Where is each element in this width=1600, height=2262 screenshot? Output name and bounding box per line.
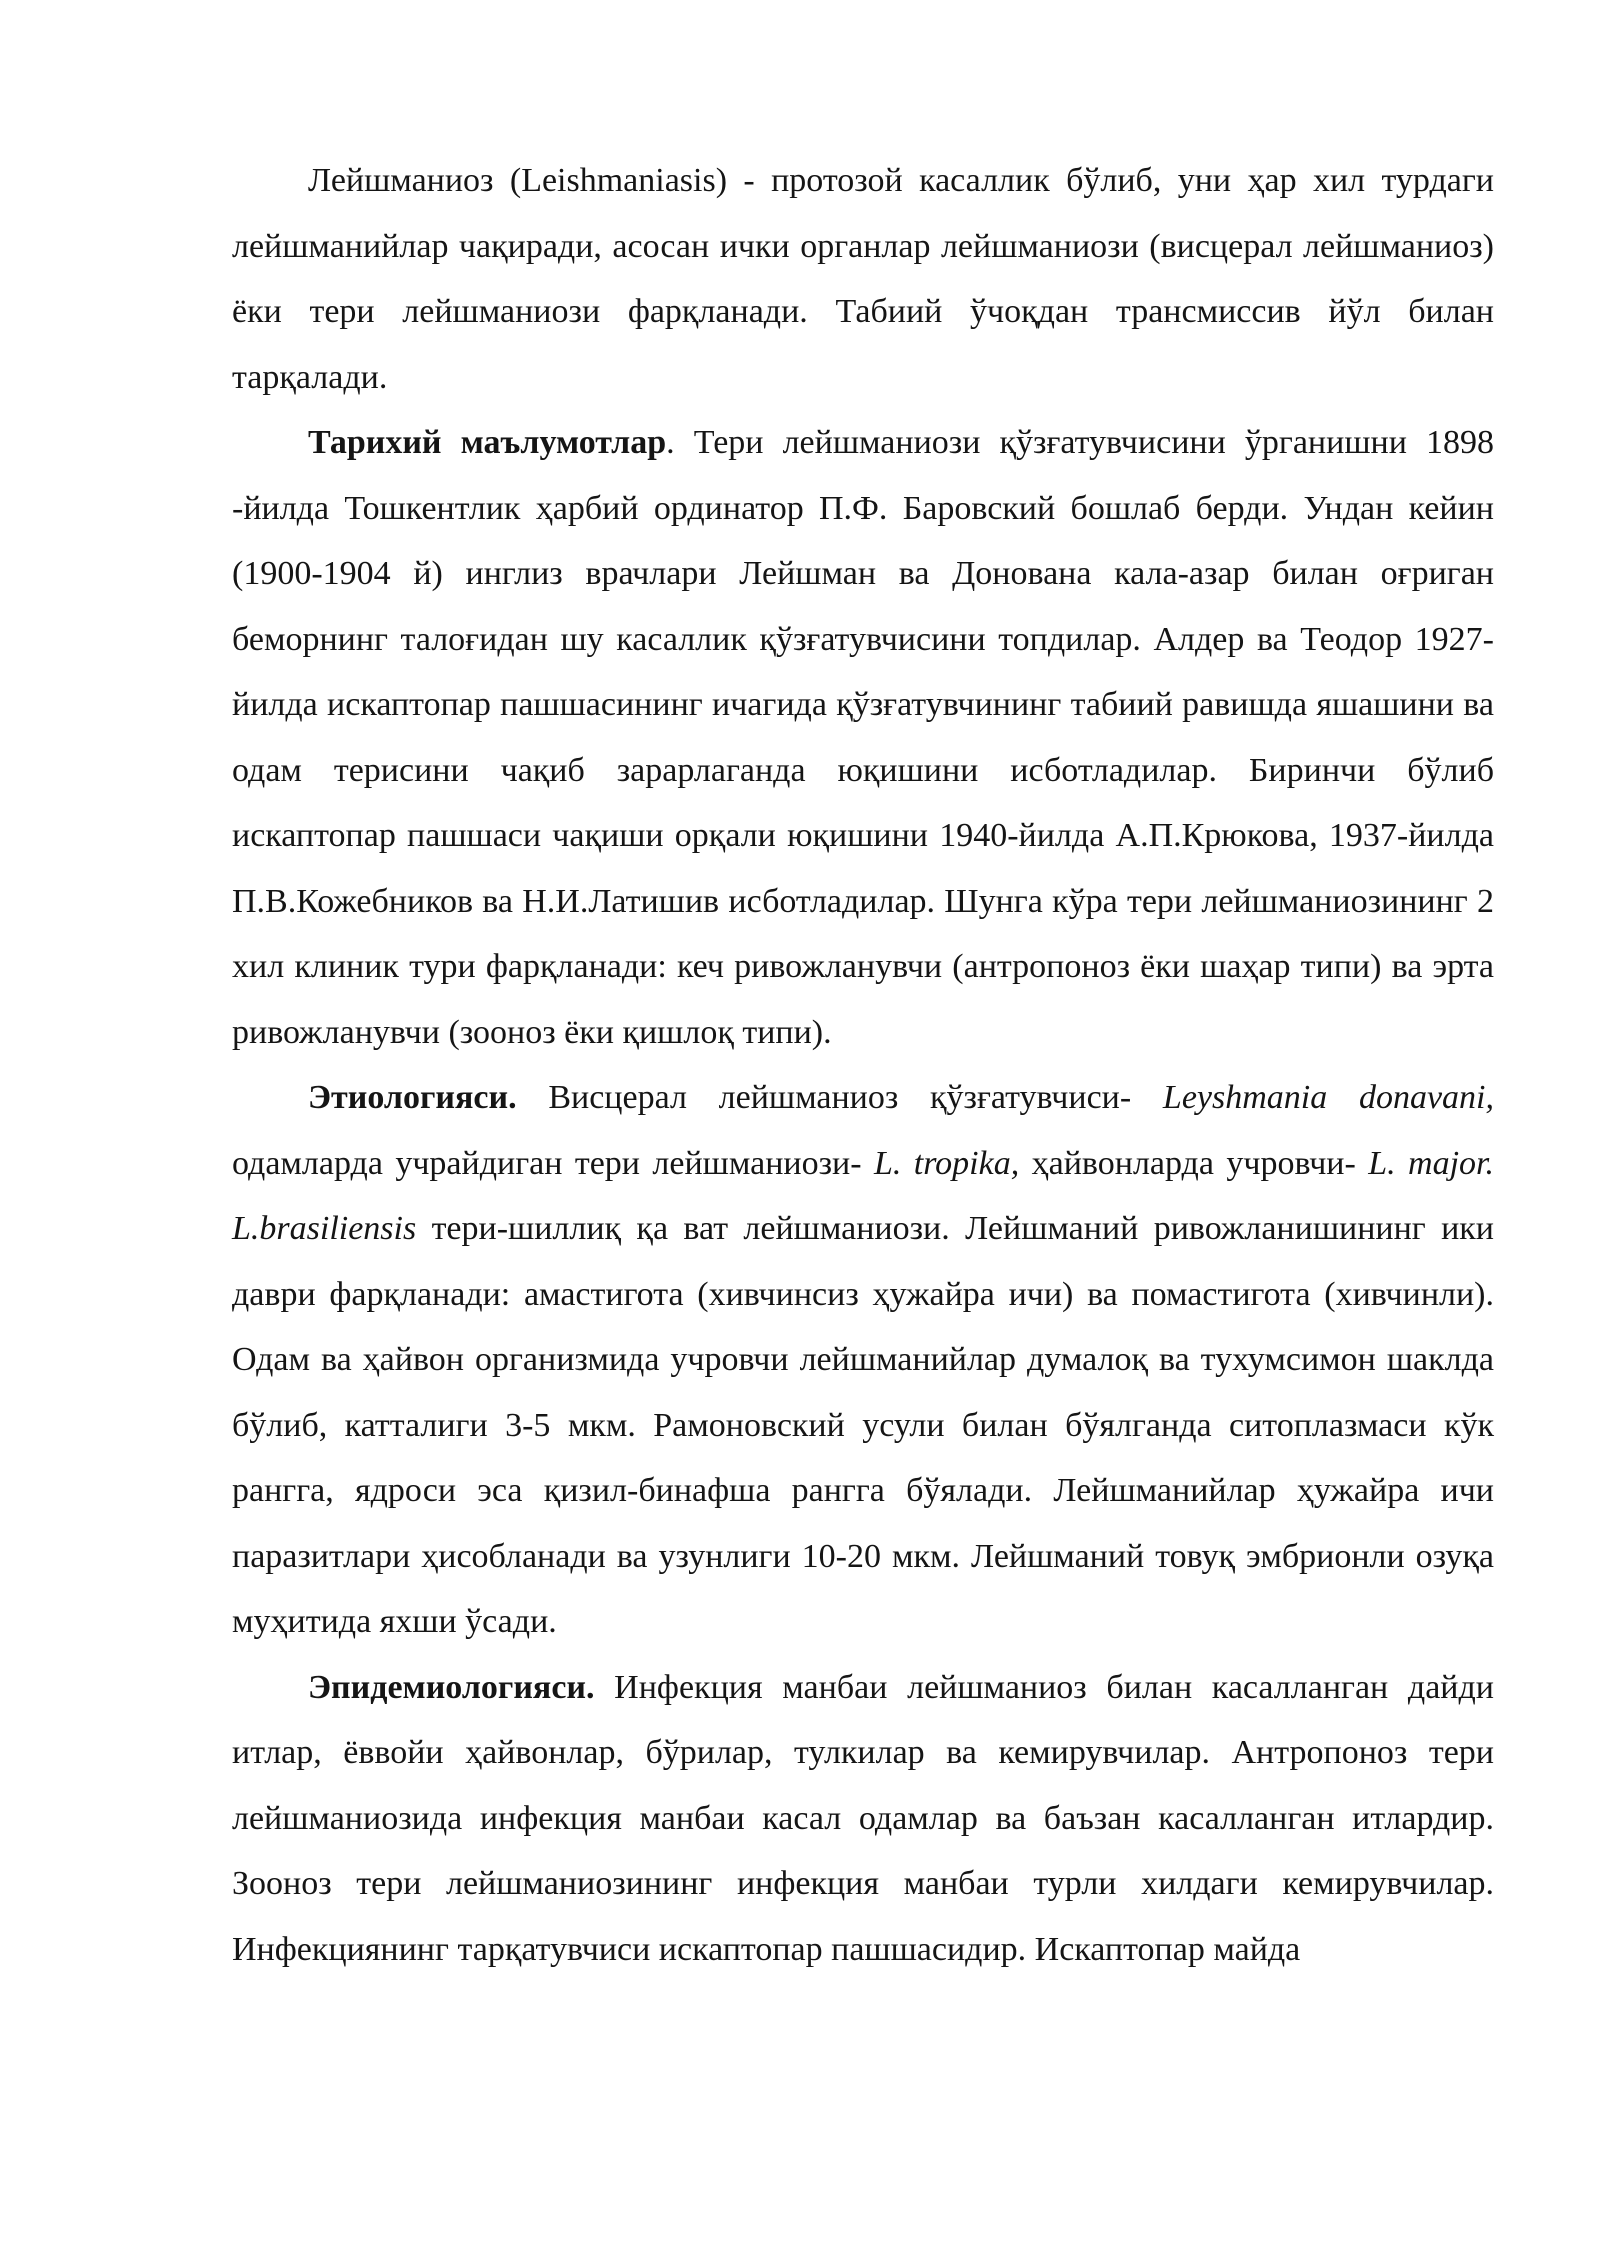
epidemiology-paragraph (232, 1655, 1494, 1983)
etiology-text-3: ҳайвонларда учровчи- (1019, 1144, 1369, 1182)
etiology-paragraph (232, 1065, 1494, 1655)
history-paragraph (232, 410, 1494, 1065)
intro-text: Лейшманиоз (Leishmaniasis) - протозой касаллик бўлиб, уни ҳар хил турдаги лейшманийлар чақиради, асосан ички органлар лейшманиози (висцерал лейшманиоз) ёки тери лейшманиози фарқланади. Табиий ўчоқдан трансмиссив йўл билан тарқалади. (232, 162, 1494, 396)
body-text (232, 148, 1494, 1982)
species-leyshmania-donavani: Leyshmania donavani, (1162, 1079, 1495, 1116)
species-l-tropika: L. tropika, (873, 1144, 1020, 1182)
epidemiology-text: Инфекция манбаи лейшманиоз билан касалланган дайди итлар, ёввойи ҳайвонлар, бўрилар, тулкилар ва кемирувчилар. Антропоноз тери лейшманиозида инфекция манбаи касал одамлар ва баъзан касалланган итлардир. Зооноз тери лейшманиозининг инфекция манбаи турли хилдаги кемирувчилар. Инфекциянинг тарқатувчиси искаптопар пашшасидир. Искаптопар майда (232, 1668, 1494, 1968)
history-text: . Тери лейшманиози қўзғатувчисини ўрганишни 1898 -йилда Тошкентлик ҳарбий ординатор П.Ф. Баровский бошлаб берди. Ундан кейин (1900-1904 й) инглиз врачлари Лейшман ва Донована кала-азар билан оғриган беморнинг талоғидан шу касаллик қўзғатувчисини топдилар. Алдер ва Теодор 1927-йилда искаптопар пашшасининг ичагида қўзғатувчининг табиий равишда яшашини ва одам терисини чақиб зарарлаганда юқишини исботладилар. Биринчи бўлиб искаптопар пашшаси чақиши орқали юқишини 1940-йилда А.П.Крюкова, 1937-йилда П.В.Кожебников ва Н.И.Латишив исботладилар. Шунга кўра тери лейшманиозининг 2 хил клиник тури фарқланади: кеч ривожланувчи (антропоноз ёки шаҳар типи) ва эрта ривожланувчи (зооноз ёки қишлоқ типи). (232, 424, 1494, 1051)
epidemiology-heading: Эпидемиологияси. (308, 1668, 595, 1706)
intro-paragraph (232, 148, 1494, 410)
etiology-text-2: одамларда учрайдиган тери лейшманиози- (232, 1144, 874, 1182)
etiology-text-4: тери-шиллиқ қа ват лейшманиози. Лейшманий ривожланишининг ики даври фарқланади: амастигота (хивчинсиз ҳужайра ичи) ва помастигота (хивчинли). Одам ва ҳайвон организмида учровчи лейшманийлар думалоқ ва тухумсимон шаклда бўлиб, катталиги 3-5 мкм. Рамоновский усули билан бўялганда ситоплазмаси кўк рангга, ядроси эса қизил-бинафша рангга бўялади. Лейшманийлар ҳужайра ичи паразитлари ҳисобланади ва узунлиги 10-20 мкм. Лейшманий товуқ эмбрионли озуқа муҳитида яхши ўсади. (232, 1210, 1494, 1640)
species-l-major-brasiliensis: L. major. L.brasiliensis (232, 1144, 1495, 1247)
etiology-heading: Этиологияси. (308, 1079, 517, 1116)
etiology-text-1: Висцерал лейшманиоз қўзғатувчиси- (516, 1079, 1163, 1116)
history-heading: Тарихий маълумотлар (308, 424, 667, 461)
